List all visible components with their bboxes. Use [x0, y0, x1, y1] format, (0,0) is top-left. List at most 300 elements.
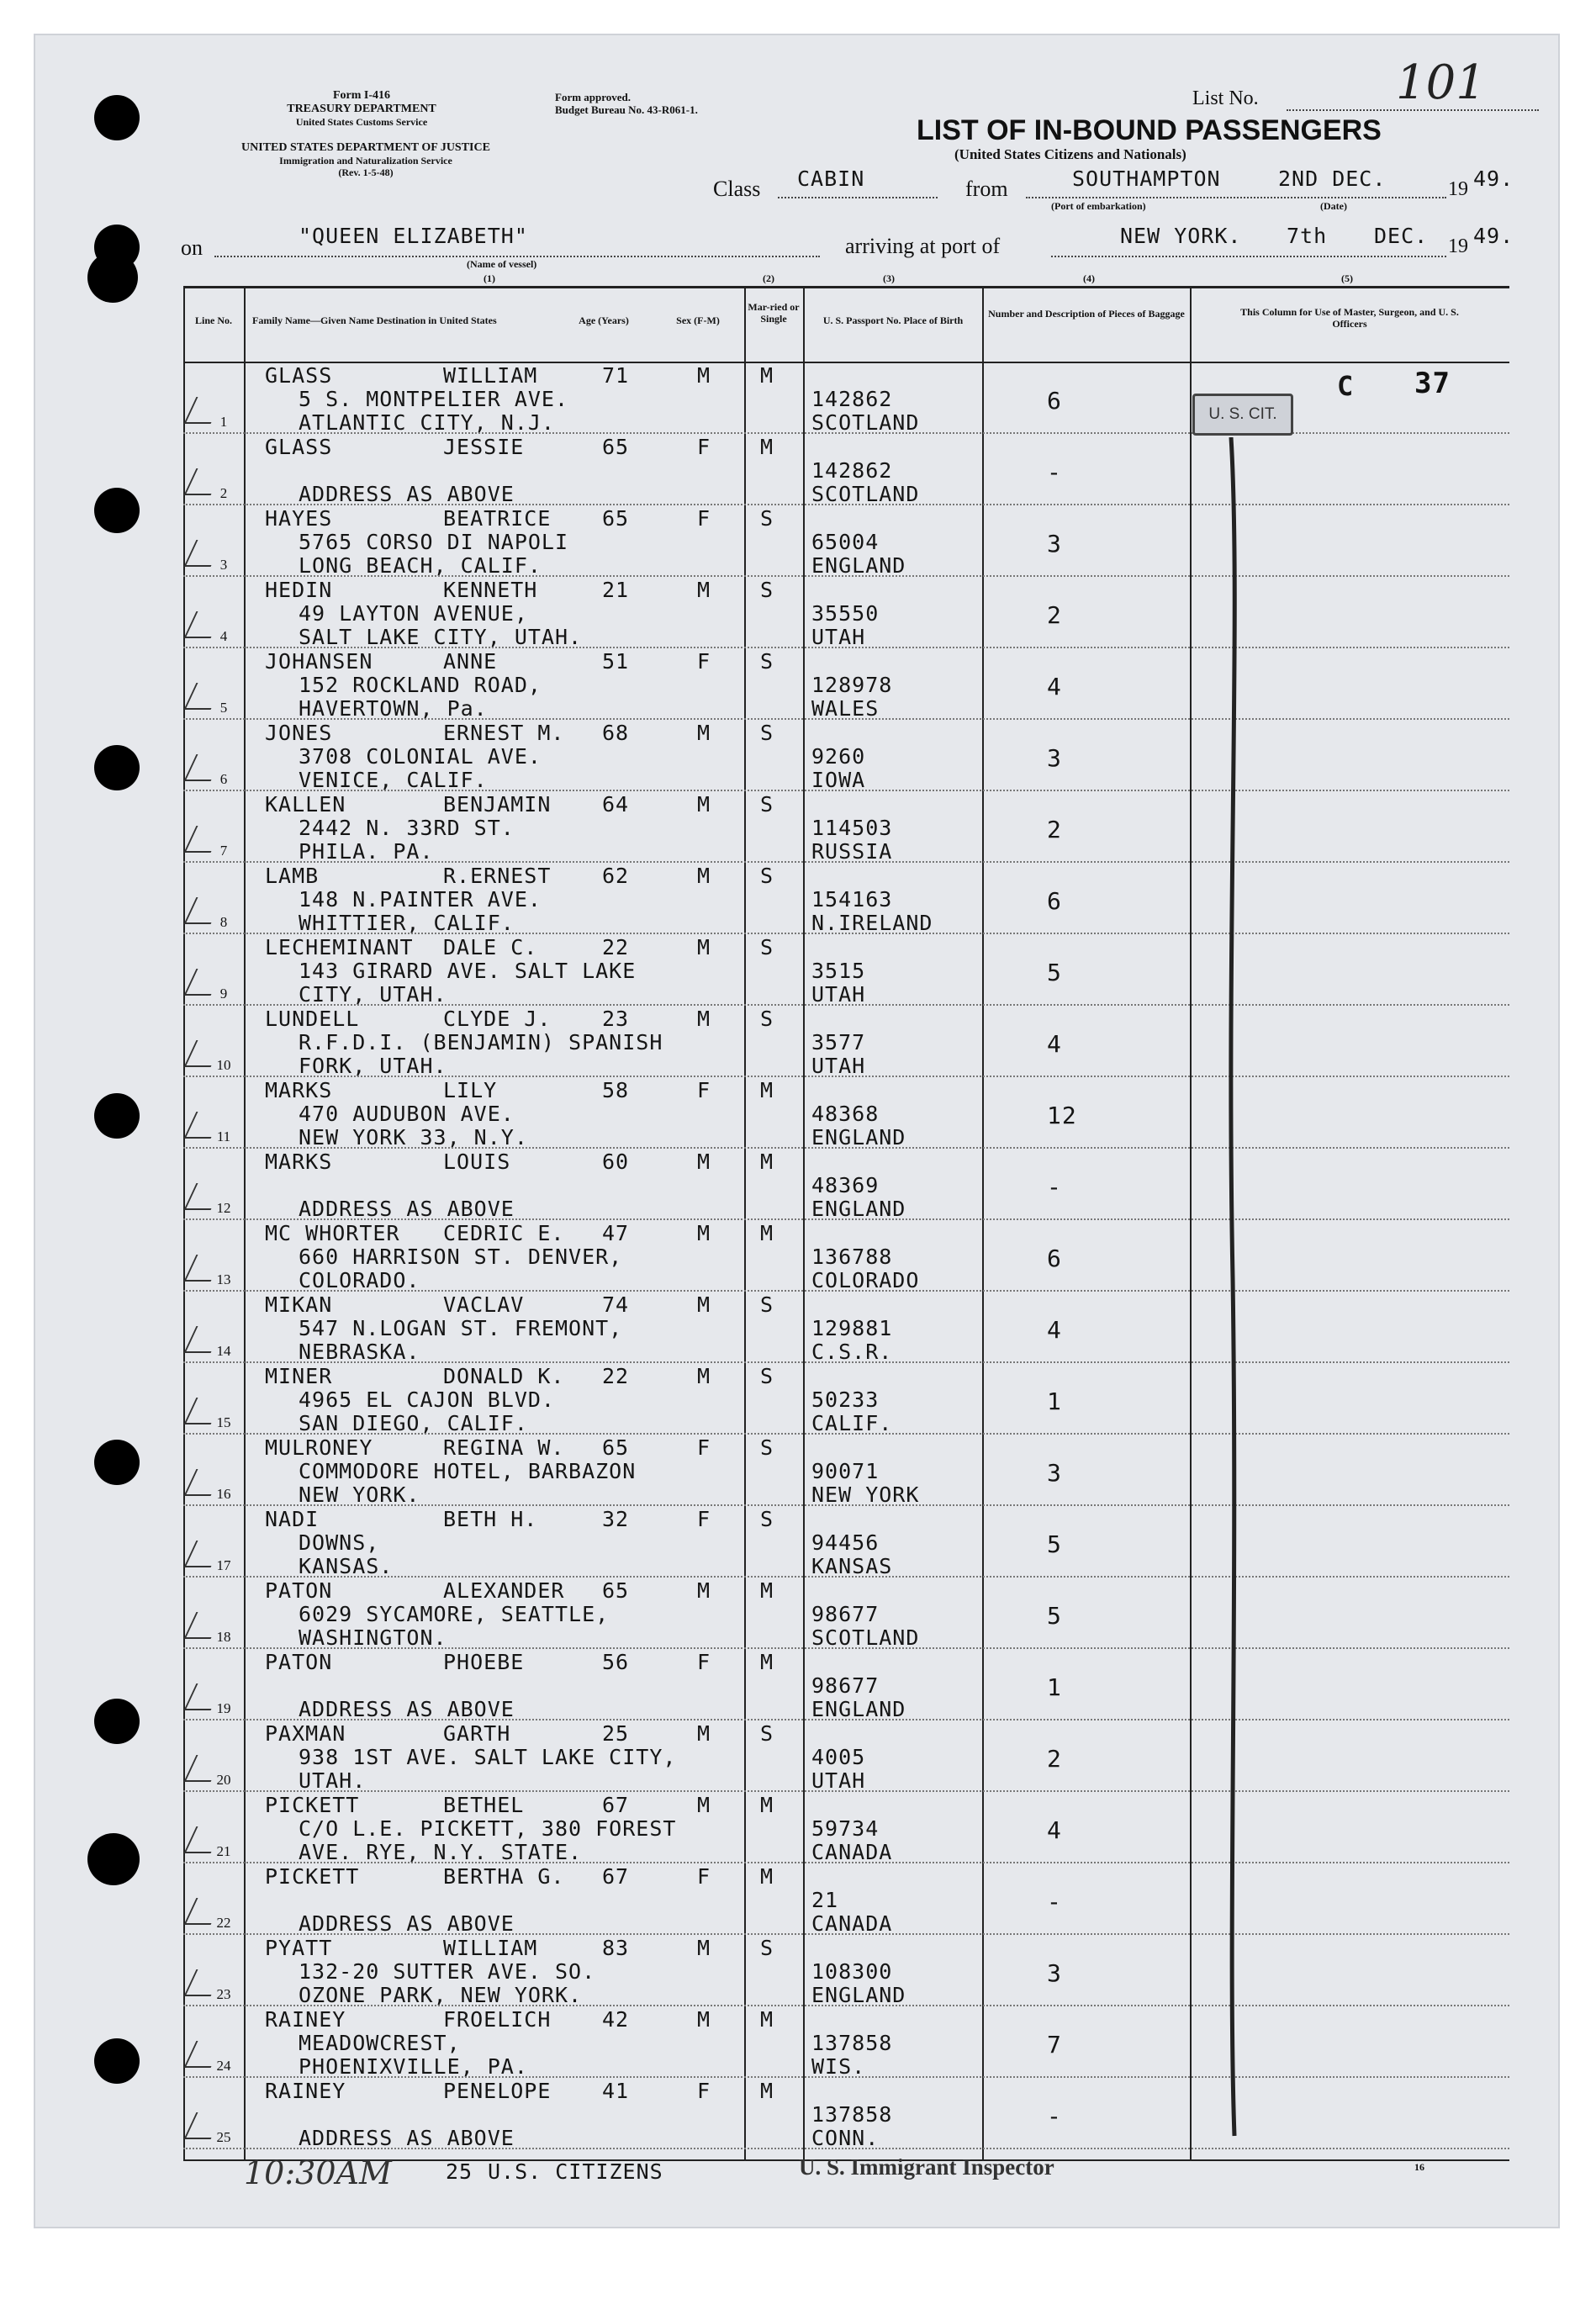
row-address-line1: 152 ROCKLAND ROAD,	[299, 673, 542, 697]
vessel-caption: (Name of vessel)	[467, 258, 537, 270]
row-place-of-birth: SCOTLAND	[811, 482, 920, 506]
arriving-label: arriving at port of	[845, 234, 1001, 258]
row-age: 56	[602, 1650, 630, 1674]
row-family-name: PAXMAN	[265, 1721, 346, 1746]
row-family-name: PICKETT	[265, 1793, 360, 1817]
row-line-number: 18	[216, 1629, 231, 1645]
row-place-of-birth: N.IRELAND	[811, 911, 933, 935]
row-place-of-birth: UTAH	[811, 1768, 866, 1793]
col-rule-married	[744, 286, 746, 2159]
row-marital-status: S	[760, 1364, 774, 1388]
row-baggage-count: 4	[1047, 1816, 1062, 1844]
row-divider	[183, 861, 1509, 863]
row-sex: M	[697, 864, 711, 888]
row-place-of-birth: CANADA	[811, 1840, 893, 1864]
row-passport-number: 9260	[811, 744, 866, 769]
punch-hole	[94, 745, 140, 790]
row-marital-status: S	[760, 792, 774, 817]
row-passport-number: 3515	[811, 959, 866, 983]
row-given-name: ALEXANDER	[443, 1578, 565, 1603]
row-passport-number: 48369	[811, 1173, 880, 1197]
row-address-line2: ADDRESS AS ABOVE	[299, 1911, 515, 1936]
row-place-of-birth: ENGLAND	[811, 553, 906, 578]
row-age: 42	[602, 2007, 630, 2032]
row-sex: M	[697, 1007, 711, 1031]
row-sex: F	[697, 1864, 711, 1889]
arrival-line	[1051, 256, 1446, 257]
col-header-name: Family Name—Given Name Destination in United States	[252, 314, 497, 326]
row-marital-status: M	[760, 1793, 774, 1817]
row-place-of-birth: UTAH	[811, 625, 866, 649]
row-given-name: BETH H.	[443, 1507, 538, 1531]
page-subtitle: (United States Citizens and Nationals)	[954, 146, 1186, 162]
row-line-number: 15	[216, 1414, 231, 1430]
row-place-of-birth: ENGLAND	[811, 1125, 906, 1150]
row-address-line2: FORK, UTAH.	[299, 1054, 447, 1078]
row-divider	[183, 1076, 1509, 1077]
row-passport-number: 108300	[811, 1959, 893, 1984]
row-address-line1: 547 N.LOGAN ST. FREMONT,	[299, 1316, 623, 1340]
form-number: Form I-416	[332, 89, 391, 102]
row-given-name: DONALD K.	[443, 1364, 565, 1388]
date-caption: (Date)	[1320, 200, 1347, 212]
row-address-line1: 4965 EL CAJON BLVD.	[299, 1387, 555, 1412]
row-baggage-count: 4	[1047, 1030, 1062, 1058]
row-address-line1: 660 HARRISON ST. DENVER,	[299, 1245, 623, 1269]
list-no-label: List No.	[1192, 87, 1259, 109]
row-family-name: PATON	[265, 1578, 333, 1603]
row-address-line1: 5 S. MONTPELIER AVE.	[299, 387, 569, 411]
row-place-of-birth: WALES	[811, 696, 880, 721]
row-address-line2: VENICE, CALIF.	[299, 768, 488, 792]
row-line-number: 23	[216, 1986, 231, 2002]
row-sex: F	[697, 1507, 711, 1531]
row-passport-number: 59734	[811, 1816, 880, 1841]
row-address-line1: 6029 SYCAMORE, SEATTLE,	[299, 1602, 610, 1626]
row-given-name: BETHEL	[443, 1793, 525, 1817]
row-address-line2: OZONE PARK, NEW YORK.	[299, 1983, 583, 2007]
embark-port: SOUTHAMPTON	[1072, 166, 1221, 191]
row-marital-status: M	[760, 1150, 774, 1174]
row-age: 58	[602, 1078, 630, 1102]
row-divider	[183, 2005, 1509, 2006]
row-passport-number: 98677	[811, 1673, 880, 1698]
row-given-name: ANNE	[443, 649, 498, 674]
row-passport-number: 90071	[811, 1459, 880, 1483]
row-family-name: HEDIN	[265, 578, 333, 602]
row-baggage-count: 3	[1047, 1459, 1062, 1487]
row-family-name: MULRONEY	[265, 1435, 373, 1460]
embark-date: 2ND DEC.	[1278, 166, 1387, 191]
row-given-name: VACLAV	[443, 1292, 525, 1317]
row-sex: M	[697, 2007, 711, 2032]
arrival-month: DEC.	[1374, 224, 1429, 248]
col-rule-baggage	[982, 286, 984, 2159]
row-place-of-birth: ENGLAND	[811, 1197, 906, 1221]
row-sex: F	[697, 1078, 711, 1102]
row-sex: F	[697, 435, 711, 459]
row-address-line1: 5765 CORSO DI NAPOLI	[299, 530, 569, 554]
row-place-of-birth: IOWA	[811, 768, 866, 792]
row-sex: M	[697, 1936, 711, 1960]
row-sex: M	[697, 721, 711, 745]
col-number-1: (1)	[484, 272, 495, 284]
row-age: 74	[602, 1292, 630, 1317]
footer-page-mark: 16	[1414, 2161, 1424, 2173]
row-passport-number: 142862	[811, 387, 893, 411]
row-address-line2: ADDRESS AS ABOVE	[299, 482, 515, 506]
row-baggage-count: -	[1047, 1888, 1062, 1916]
row-address-line1: C/O L.E. PICKETT, 380 FOREST	[299, 1816, 677, 1841]
footer-time: 10:30AM	[244, 2154, 392, 2191]
row-address-line1: 143 GIRARD AVE. SALT LAKE	[299, 959, 637, 983]
row-address-line2: NEW YORK.	[299, 1483, 420, 1507]
row-passport-number: 114503	[811, 816, 893, 840]
row-divider	[183, 1218, 1509, 1220]
row-passport-number: 137858	[811, 2102, 893, 2127]
row-address-line2: ADDRESS AS ABOVE	[299, 1197, 515, 1221]
row-divider	[183, 1147, 1509, 1149]
row-baggage-count: 4	[1047, 1316, 1062, 1344]
row-address-line2: KANSAS.	[299, 1554, 394, 1578]
row-family-name: PYATT	[265, 1936, 333, 1960]
row-sex: M	[697, 1364, 711, 1388]
row-marital-status: M	[760, 2007, 774, 2032]
row-given-name: ERNEST M.	[443, 721, 565, 745]
row-address-line2: UTAH.	[299, 1768, 367, 1793]
row-passport-number: 48368	[811, 1102, 880, 1126]
col-header-baggage: Number and Description of Pieces of Baggage	[988, 308, 1185, 320]
row-given-name: BENJAMIN	[443, 792, 552, 817]
row-baggage-count: 6	[1047, 1245, 1062, 1272]
row-divider	[183, 1933, 1509, 1935]
row-given-name: BEATRICE	[443, 506, 552, 531]
row-line-number: 19	[216, 1700, 231, 1716]
row-sex: F	[697, 506, 711, 531]
row-sex: M	[697, 1221, 711, 1245]
row-passport-number: 129881	[811, 1316, 893, 1340]
col-header-sex: Sex (F-M)	[676, 314, 720, 326]
row-place-of-birth: SCOTLAND	[811, 410, 920, 435]
col-header-line-no: Line No.	[194, 314, 232, 326]
row-sex: F	[697, 649, 711, 674]
row-family-name: MINER	[265, 1364, 333, 1388]
row-sex: M	[697, 1150, 711, 1174]
row-line-number: 13	[216, 1271, 231, 1287]
row-place-of-birth: C.S.R.	[811, 1340, 893, 1364]
stamp-number-prefix: C	[1337, 370, 1355, 402]
row-divider	[183, 2076, 1509, 2078]
row-address-line2: HAVERTOWN, Pa.	[299, 696, 488, 721]
row-sex: M	[697, 1578, 711, 1603]
row-line-number: 17	[216, 1557, 231, 1573]
row-line-number: 11	[216, 1128, 231, 1144]
row-address-line2: AVE. RYE, N.Y. STATE.	[299, 1840, 583, 1864]
row-sex: F	[697, 1650, 711, 1674]
row-family-name: GLASS	[265, 363, 333, 388]
row-given-name: FROELICH	[443, 2007, 552, 2032]
row-line-number: 3	[219, 557, 228, 573]
form-approved: Form approved.	[555, 91, 632, 103]
row-address-line1: 470 AUDUBON AVE.	[299, 1102, 515, 1126]
row-marital-status: S	[760, 1507, 774, 1531]
row-divider	[183, 790, 1509, 791]
row-family-name: MARKS	[265, 1150, 333, 1174]
embark-year-prefix: 19	[1448, 178, 1468, 200]
row-baggage-count: 3	[1047, 744, 1062, 772]
row-given-name: DALE C.	[443, 935, 538, 959]
row-line-number: 20	[216, 1772, 231, 1788]
row-age: 25	[602, 1721, 630, 1746]
row-address-line1: DOWNS,	[299, 1530, 380, 1555]
row-place-of-birth: COLORADO	[811, 1268, 920, 1292]
row-address-line1: MEADOWCREST,	[299, 2031, 461, 2055]
row-age: 22	[602, 1364, 630, 1388]
row-sex: M	[697, 1292, 711, 1317]
row-address-line1: 2442 N. 33RD ST.	[299, 816, 515, 840]
row-given-name: REGINA W.	[443, 1435, 565, 1460]
row-age: 41	[602, 2079, 630, 2103]
row-baggage-count: -	[1047, 458, 1062, 486]
row-age: 62	[602, 864, 630, 888]
row-baggage-count: 2	[1047, 601, 1062, 629]
row-passport-number: 21	[811, 1888, 839, 1912]
row-baggage-count: 2	[1047, 1745, 1062, 1773]
punch-hole	[94, 1440, 140, 1485]
col-header-passport: U. S. Passport No. Place of Birth	[822, 314, 964, 326]
row-passport-number: 94456	[811, 1530, 880, 1555]
col-number-5: (5)	[1341, 272, 1353, 284]
row-family-name: RAINEY	[265, 2079, 346, 2103]
row-place-of-birth: CONN.	[811, 2126, 880, 2150]
row-address-line2: ADDRESS AS ABOVE	[299, 1697, 515, 1721]
row-divider	[183, 1290, 1509, 1292]
row-line-number: 5	[219, 700, 228, 716]
row-divider	[183, 1361, 1509, 1363]
row-marital-status: M	[760, 1864, 774, 1889]
row-age: 65	[602, 1435, 630, 1460]
row-divider	[183, 1719, 1509, 1720]
row-baggage-count: 3	[1047, 1959, 1062, 1987]
stamp-number: 37	[1414, 367, 1451, 400]
punch-hole	[94, 95, 140, 140]
row-age: 67	[602, 1793, 630, 1817]
row-address-line2: LONG BEACH, CALIF.	[299, 553, 542, 578]
row-sex: M	[697, 935, 711, 959]
table-header-rule	[183, 362, 1509, 363]
row-line-number: 6	[219, 771, 228, 787]
row-passport-number: 50233	[811, 1387, 880, 1412]
row-marital-status: S	[760, 1721, 774, 1746]
row-marital-status: S	[760, 506, 774, 531]
port-caption: (Port of embarkation)	[1051, 200, 1146, 212]
us-cit-stamp-label: U. S. CIT.	[1208, 405, 1277, 423]
row-divider	[183, 1790, 1509, 1792]
punch-hole	[87, 1833, 140, 1885]
row-baggage-count: 6	[1047, 887, 1062, 915]
row-family-name: JONES	[265, 721, 333, 745]
row-divider	[183, 933, 1509, 934]
row-place-of-birth: NEW YORK	[811, 1483, 920, 1507]
row-baggage-count: 2	[1047, 816, 1062, 843]
officer-vertical-stroke	[1219, 437, 1253, 2144]
row-divider	[183, 1433, 1509, 1435]
row-age: 65	[602, 435, 630, 459]
row-family-name: GLASS	[265, 435, 333, 459]
row-family-name: LAMB	[265, 864, 320, 888]
row-line-number: 1	[219, 414, 228, 430]
row-age: 32	[602, 1507, 630, 1531]
col-number-3: (3)	[883, 272, 895, 284]
row-divider	[183, 1862, 1509, 1863]
row-family-name: LECHEMINANT	[265, 935, 414, 959]
row-age: 23	[602, 1007, 630, 1031]
row-passport-number: 128978	[811, 673, 893, 697]
row-divider	[183, 1504, 1509, 1506]
row-passport-number: 142862	[811, 458, 893, 483]
col-number-4: (4)	[1083, 272, 1095, 284]
row-marital-status: S	[760, 1292, 774, 1317]
row-marital-status: M	[760, 435, 774, 459]
row-family-name: PICKETT	[265, 1864, 360, 1889]
row-line-number: 10	[216, 1057, 231, 1073]
row-age: 65	[602, 506, 630, 531]
row-sex: F	[697, 2079, 711, 2103]
row-address-line1: 3708 COLONIAL AVE.	[299, 744, 542, 769]
row-divider	[183, 575, 1509, 577]
row-baggage-count: -	[1047, 2102, 1062, 2130]
row-line-number: 24	[216, 2058, 231, 2074]
row-passport-number: 98677	[811, 1602, 880, 1626]
row-address-line2: WASHINGTON.	[299, 1625, 447, 1650]
row-passport-number: 137858	[811, 2031, 893, 2055]
row-baggage-count: 5	[1047, 1530, 1062, 1558]
row-given-name: JESSIE	[443, 435, 525, 459]
row-address-line2: NEBRASKA.	[299, 1340, 420, 1364]
row-place-of-birth: KANSAS	[811, 1554, 893, 1578]
row-given-name: PENELOPE	[443, 2079, 552, 2103]
row-family-name: JOHANSEN	[265, 649, 373, 674]
table-top-rule	[183, 286, 1509, 288]
col-number-2: (2)	[763, 272, 774, 284]
row-family-name: MC WHORTER	[265, 1221, 400, 1245]
row-given-name: WILLIAM	[443, 1936, 538, 1960]
approval-block	[555, 91, 698, 116]
row-family-name: MIKAN	[265, 1292, 333, 1317]
row-line-number: 4	[219, 628, 228, 644]
row-address-line2: CITY, UTAH.	[299, 982, 447, 1007]
list-no-value: 101	[1396, 55, 1486, 110]
arrival-day: 7th	[1287, 224, 1328, 248]
row-given-name: CLYDE J.	[443, 1007, 552, 1031]
arrival-year: 49.	[1473, 224, 1514, 248]
row-address-line1: R.F.D.I. (BENJAMIN) SPANISH	[299, 1030, 663, 1054]
footer-inspector: U. S. Immigrant Inspector	[799, 2154, 1054, 2180]
justice-dept: UNITED STATES DEPARTMENT OF JUSTICE	[241, 141, 490, 154]
row-age: 68	[602, 721, 630, 745]
row-age: 22	[602, 935, 630, 959]
footer-count: 25	[446, 2159, 473, 2184]
col-header-officers: This Column for Use of Master, Surgeon, and U. S. Officers	[1240, 306, 1459, 330]
row-baggage-count: 6	[1047, 387, 1062, 415]
row-marital-status: S	[760, 649, 774, 674]
vessel-line	[214, 256, 820, 257]
row-address-line1: 148 N.PAINTER AVE.	[299, 887, 542, 912]
row-place-of-birth: ENGLAND	[811, 1697, 906, 1721]
row-address-line1: COMMODORE HOTEL, BARBAZON	[299, 1459, 637, 1483]
row-marital-status: S	[760, 578, 774, 602]
row-age: 60	[602, 1150, 630, 1174]
port-line	[1026, 197, 1446, 198]
row-sex: M	[697, 363, 711, 388]
row-passport-number: 136788	[811, 1245, 893, 1269]
row-sex: M	[697, 578, 711, 602]
row-divider	[183, 1004, 1509, 1006]
col-rule-passport	[803, 286, 805, 2159]
row-given-name: WILLIAM	[443, 363, 538, 388]
row-given-name: PHOEBE	[443, 1650, 525, 1674]
row-baggage-count: 1	[1047, 1387, 1062, 1415]
punch-hole	[94, 1093, 140, 1139]
row-passport-number: 65004	[811, 530, 880, 554]
row-address-line2: ATLANTIC CITY, N.J.	[299, 410, 555, 435]
row-age: 64	[602, 792, 630, 817]
row-marital-status: M	[760, 1221, 774, 1245]
row-divider	[183, 432, 1509, 434]
row-line-number: 8	[219, 914, 228, 930]
row-divider	[183, 647, 1509, 648]
row-marital-status: M	[760, 1578, 774, 1603]
row-given-name: LILY	[443, 1078, 498, 1102]
row-line-number: 25	[216, 2129, 231, 2145]
row-passport-number: 4005	[811, 1745, 866, 1769]
row-place-of-birth: UTAH	[811, 982, 866, 1007]
class-value: CABIN	[797, 166, 865, 191]
row-place-of-birth: CANADA	[811, 1911, 893, 1936]
from-label: from	[965, 177, 1008, 201]
punch-hole	[94, 1699, 140, 1744]
row-age: 65	[602, 1578, 630, 1603]
row-marital-status: S	[760, 1007, 774, 1031]
row-address-line2: SAN DIEGO, CALIF.	[299, 1411, 528, 1435]
arrival-port: NEW YORK.	[1120, 224, 1242, 248]
row-address-line2: PHILA. PA.	[299, 839, 434, 864]
embark-year: 49.	[1473, 166, 1514, 191]
customs-service: United States Customs Service	[295, 116, 428, 128]
row-age: 83	[602, 1936, 630, 1960]
on-label: on	[181, 235, 203, 260]
col-rule-officers	[1190, 286, 1192, 2159]
col-header-married: Mar-ried or Single	[748, 301, 800, 325]
row-line-number: 2	[219, 485, 228, 501]
class-line	[778, 197, 938, 198]
row-address-line2: ADDRESS AS ABOVE	[299, 2126, 515, 2150]
treasury-dept: TREASURY DEPARTMENT	[287, 103, 436, 115]
justice-block	[177, 141, 555, 178]
row-divider	[183, 1576, 1509, 1578]
row-address-line2: PHOENIXVILLE, PA.	[299, 2054, 528, 2079]
row-family-name: NADI	[265, 1507, 320, 1531]
row-marital-status: M	[760, 363, 774, 388]
arrival-year-prefix: 19	[1448, 235, 1468, 257]
row-sex: M	[697, 792, 711, 817]
row-place-of-birth: CALIF.	[811, 1411, 893, 1435]
ins-service: Immigration and Naturalization Service	[279, 155, 452, 166]
row-given-name: CEDRIC E.	[443, 1221, 565, 1245]
punch-hole	[94, 2038, 140, 2084]
row-line-number: 22	[216, 1915, 231, 1931]
row-baggage-count: -	[1047, 1173, 1062, 1201]
